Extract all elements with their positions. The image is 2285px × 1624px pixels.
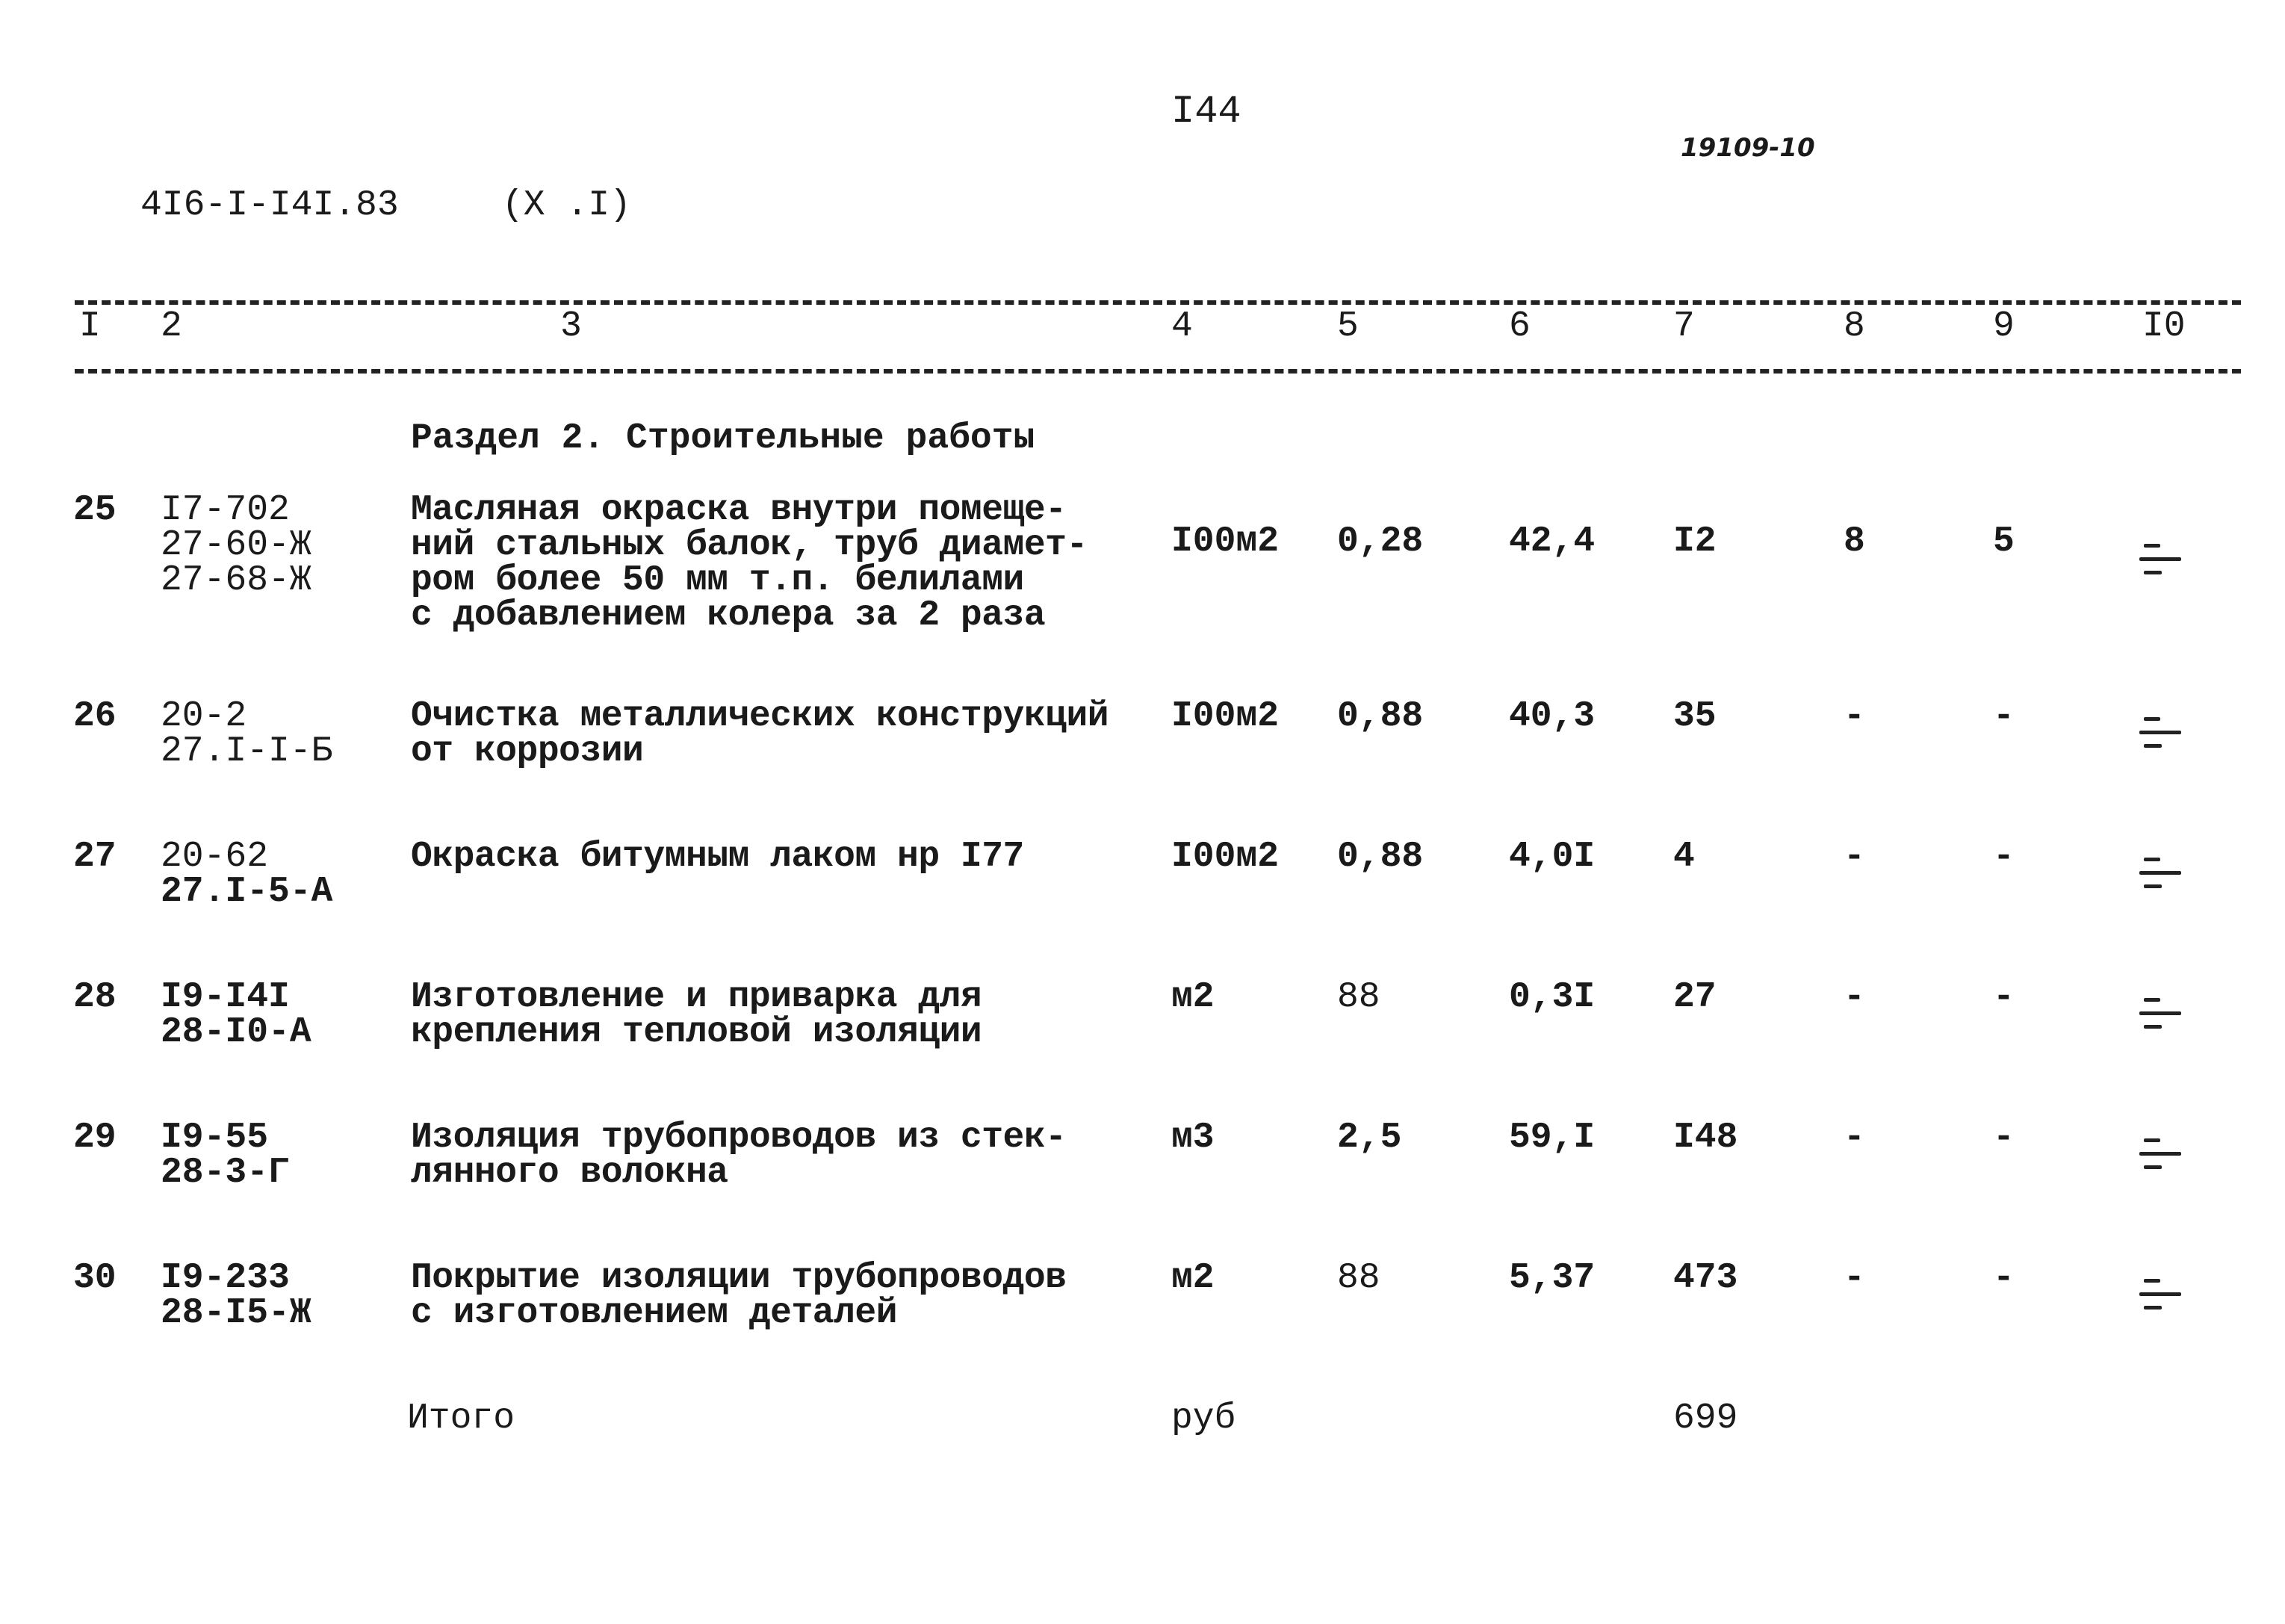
row-col10-mark [2136,992,2181,1037]
row-description-line: с добавлением колера за 2 раза [411,595,1046,636]
header-top-rule [75,300,2241,305]
row-number: 29 [73,1118,117,1158]
row-col8: - [1844,1118,1865,1158]
row-price: 59,I [1509,1118,1596,1158]
summary-total: 699 [1673,1398,1738,1439]
row-description-line: Изоляция трубопроводов из стек- [411,1118,1067,1158]
row-description-line: Изготовление и приварка для [411,977,982,1017]
row-price: 40,3 [1509,696,1596,737]
row-description-line: с изготовлением деталей [411,1293,898,1333]
row-col10-mark [2136,1132,2181,1177]
row-description-line: лянного волокна [411,1153,728,1193]
row-col9: - [1993,696,2015,737]
row-total: 4 [1673,837,1695,877]
row-unit: м2 [1171,1258,1215,1298]
row-unit: I00м2 [1171,521,1280,562]
row-number: 26 [73,696,117,737]
row-col9: - [1993,1118,2015,1158]
row-description-line: крепления тепловой изоляции [411,1012,982,1053]
row-number: 30 [73,1258,117,1298]
row-col8: 8 [1844,521,1865,562]
row-quantity: 88 [1337,977,1380,1017]
row-description-line: Окраска битумным лаком нр I77 [411,837,1024,877]
row-col8: - [1844,977,1865,1017]
row-total: 35 [1673,696,1717,737]
header-bottom-rule [75,369,2241,374]
row-total: 27 [1673,977,1717,1017]
row-col8: - [1844,837,1865,877]
row-quantity: 0,88 [1337,837,1424,877]
row-code: 28-I5-Ж [161,1293,311,1333]
row-number: 28 [73,977,117,1017]
row-code: 27.I-5-А [161,872,333,912]
row-code: I7-702 [161,490,290,530]
row-code: 20-62 [161,837,269,877]
column-header-5: 5 [1337,306,1359,347]
section-title: Раздел 2. Строительные работы [411,418,1035,459]
row-number: 27 [73,837,117,877]
row-code: I9-233 [161,1258,290,1298]
summary-unit: руб [1171,1398,1236,1439]
row-number: 25 [73,490,117,530]
row-code: I9-55 [161,1118,269,1158]
row-description-line: Очистка металлических конструкций [411,696,1109,737]
document-code: 4I6-I-I4I.83 [140,185,399,226]
row-price: 0,3I [1509,977,1596,1017]
column-header-8: 8 [1844,306,1865,347]
row-col10-mark [2136,1273,2181,1318]
row-description-line: от коррозии [411,731,644,772]
row-total: I2 [1673,521,1717,562]
row-col10-mark [2136,538,2181,583]
row-unit: I00м2 [1171,837,1280,877]
row-code: 28-3-Г [161,1153,290,1193]
row-code: 27-60-Ж [161,525,311,565]
row-code: 28-I0-А [161,1012,311,1053]
column-header-3: 3 [560,306,582,347]
column-header-2: 2 [161,306,182,347]
row-unit: I00м2 [1171,696,1280,737]
sheet-reference: (X .I) [502,185,631,226]
row-col8: - [1844,1258,1865,1298]
summary-label: Итого [407,1398,515,1439]
column-header-6: 6 [1509,306,1531,347]
row-description-line: Масляная окраска внутри помеще- [411,490,1067,530]
row-code: 27-68-Ж [161,560,311,601]
row-code: 20-2 [161,696,247,737]
page-number: I44 [1171,90,1241,134]
row-quantity: 0,88 [1337,696,1424,737]
row-code: I9-I4I [161,977,290,1017]
row-total: 473 [1673,1258,1738,1298]
row-col10-mark [2136,711,2181,756]
row-col9: - [1993,977,2015,1017]
row-description-line: ром более 50 мм т.п. белилами [411,560,1024,601]
column-header-1: I [79,306,101,347]
archive-stamp: 19109-10 [1681,133,1815,163]
column-header-10: I0 [2142,306,2186,347]
row-code: 27.I-I-Б [161,731,333,772]
row-col9: 5 [1993,521,2015,562]
row-unit: м3 [1171,1118,1215,1158]
column-header-4: 4 [1171,306,1193,347]
row-col10-mark [2136,852,2181,896]
row-price: 5,37 [1509,1258,1596,1298]
row-unit: м2 [1171,977,1215,1017]
row-price: 4,0I [1509,837,1596,877]
row-description-line: ний стальных балок, труб диамет- [411,525,1088,565]
column-header-7: 7 [1673,306,1695,347]
column-header-9: 9 [1993,306,2015,347]
row-quantity: 0,28 [1337,521,1424,562]
row-col9: - [1993,1258,2015,1298]
row-description-line: Покрытие изоляции трубопроводов [411,1258,1067,1298]
row-col8: - [1844,696,1865,737]
row-total: I48 [1673,1118,1738,1158]
row-quantity: 88 [1337,1258,1380,1298]
row-quantity: 2,5 [1337,1118,1402,1158]
row-col9: - [1993,837,2015,877]
row-price: 42,4 [1509,521,1596,562]
